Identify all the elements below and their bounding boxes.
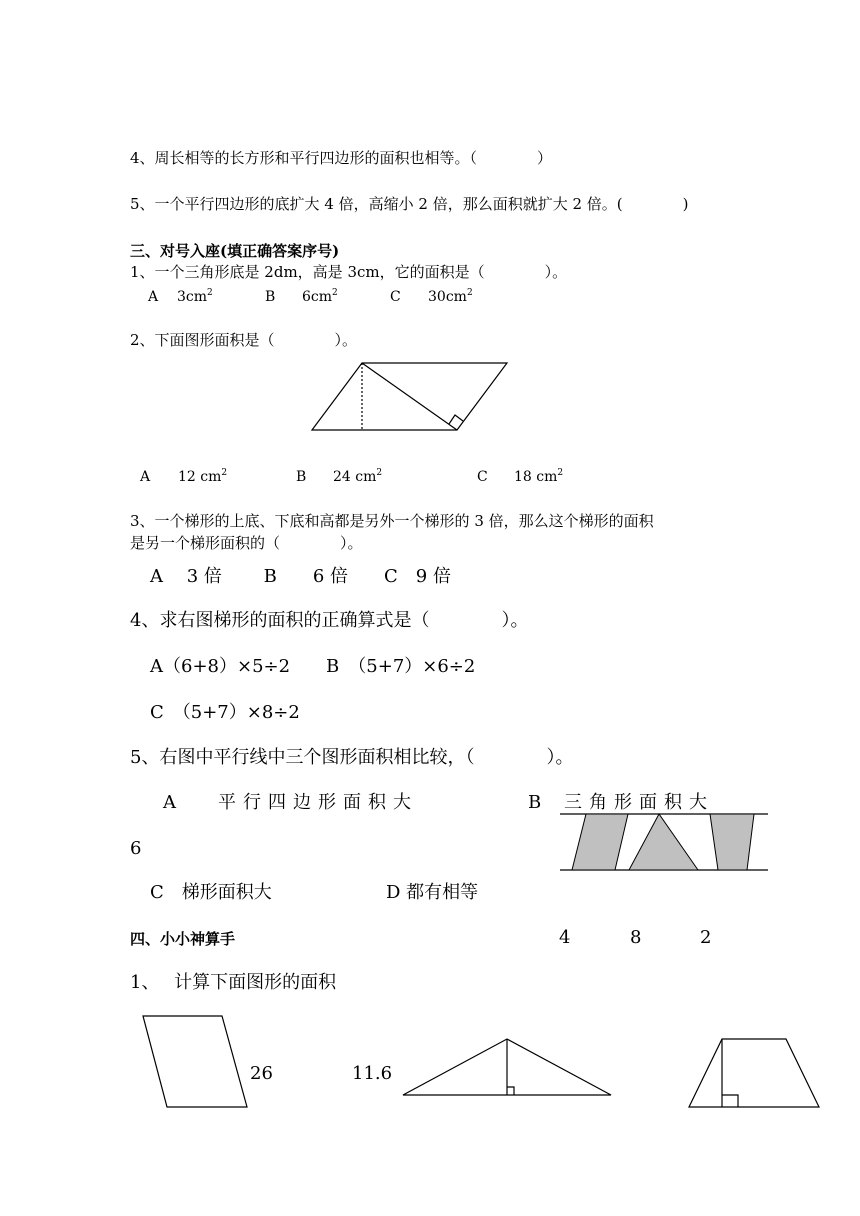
section-4-title: 四、小小神算手	[130, 930, 236, 948]
q5-option-a-letter: A	[163, 792, 176, 813]
q2-option-a-letter: A	[140, 469, 151, 485]
label-26: 26	[250, 1063, 273, 1084]
q1-option-c-letter: C	[390, 289, 401, 305]
shaded-trapezoid	[710, 814, 754, 870]
section4-trapezoid-figure	[689, 1039, 819, 1107]
q4-option-c: C （5+7）×8÷2	[150, 702, 300, 723]
q1-option-b: $6cm^2$	[302, 288, 338, 305]
q2-option-c-letter: C	[477, 469, 488, 485]
label-4: 4	[559, 927, 571, 948]
section4-parallelogram-figure	[143, 1016, 247, 1107]
q5-option-a: 平行四边形面积大	[218, 792, 418, 813]
stray-number-6: 6	[130, 838, 142, 859]
q3-stem-line-1: 3、一个梯形的上底、下底和高都是另外一个梯形的 3 倍，那么这个梯形的面积	[130, 512, 654, 530]
q2-option-c: 18 $cm^2$	[514, 468, 564, 485]
label-2: 2	[700, 927, 712, 948]
q4-options-ab: A（6+8）×5÷2 B （5+7）×6÷2	[150, 656, 476, 677]
q4-stem: 4、求右图梯形的面积的正确算式是（ ）。	[130, 610, 529, 631]
q5-option-b: 三角形面积大	[564, 792, 714, 813]
q1-option-a: $3cm^2$	[177, 288, 213, 305]
shaded-triangle	[629, 814, 698, 870]
label-11-6: 11.6	[352, 1063, 393, 1084]
q1-option-b-letter: B	[265, 289, 276, 305]
q3-options: A 3 倍 B 6 倍 C 9 倍	[150, 566, 451, 587]
label-8: 8	[630, 927, 642, 948]
shaded-parallelogram	[572, 814, 628, 870]
q5-option-c: C 梯形面积大	[150, 882, 272, 903]
judge-question-4: 4、周长相等的长方形和平行四边形的面积也相等。（ ）	[130, 149, 553, 167]
section-3-title: 三、对号入座(填正确答案序号)	[130, 242, 340, 260]
q3-stem-line-2: 是另一个梯形面积的（ ）。	[130, 534, 363, 552]
q5-parallel-lines-figure	[560, 814, 768, 870]
q2-option-b-letter: B	[296, 469, 307, 485]
q1-option-c: $30cm^2$	[428, 288, 473, 305]
q2-option-b: 24 $cm^2$	[333, 468, 383, 485]
q2-parallelogram-figure	[312, 363, 507, 430]
q5-stem: 5、右图中平行线中三个图形面积相比较，（ ）。	[130, 747, 574, 768]
section4-triangle-figure	[403, 1039, 611, 1095]
q1-option-a-letter: A	[148, 289, 159, 305]
q5-option-d: D 都有相等	[386, 882, 479, 903]
q2-stem: 2、下面图形面积是（ ）。	[130, 331, 358, 349]
q1-stem: 1、一个三角形底是 2dm，高是 3cm，它的面积是（ ）。	[130, 263, 568, 281]
q2-option-a: 12 $cm^2$	[178, 468, 228, 485]
q5-option-b-letter: B	[528, 792, 542, 813]
judge-question-5: 5、一个平行四边形的底扩大 4 倍，高缩小 2 倍，那么面积就扩大 2 倍。( )	[130, 195, 689, 213]
section-4-q1: 1、 计算下面图形的面积	[130, 972, 337, 993]
